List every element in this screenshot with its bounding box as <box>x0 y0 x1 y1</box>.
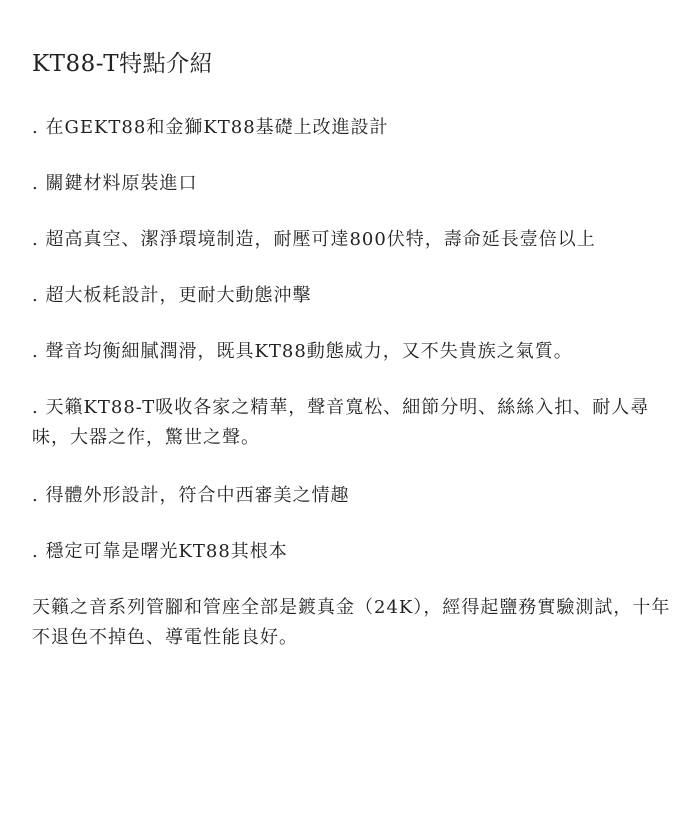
feature-item-8: . 穩定可靠是曙光KT88其根本 <box>32 541 288 562</box>
feature-item-7: . 得體外形設計，符合中西審美之情趣 <box>32 485 350 506</box>
feature-item-1: . 在GEKT88和金獅KT88基礎上改進設計 <box>32 117 389 138</box>
feature-item-3: . 超高真空、潔淨環境制造，耐壓可達800伏特，壽命延長壹倍以上 <box>32 229 596 250</box>
feature-item-2: . 關鍵材料原裝進口 <box>32 173 198 194</box>
feature-item-6: . 天籟KT88-T吸收各家之精華，聲音寬松、細節分明、絲絲入扣、耐人尋味，大器之作，驚世之聲。 <box>32 397 650 448</box>
document-body <box>32 48 672 679</box>
footer-note: 天籟之音系列管腳和管座全部是鍍真金（24K），經得起鹽務實驗測試，十年不退色不掉色、導電性能良好。 <box>32 597 671 648</box>
feature-item-5: . 聲音均衡細膩潤滑，既具KT88動態威力，又不失貴族之氣質。 <box>32 341 573 362</box>
feature-item-4: . 超大板耗設計，更耐大動態沖擊 <box>32 285 312 306</box>
page-title: KT88-T特點介紹 <box>32 51 214 77</box>
